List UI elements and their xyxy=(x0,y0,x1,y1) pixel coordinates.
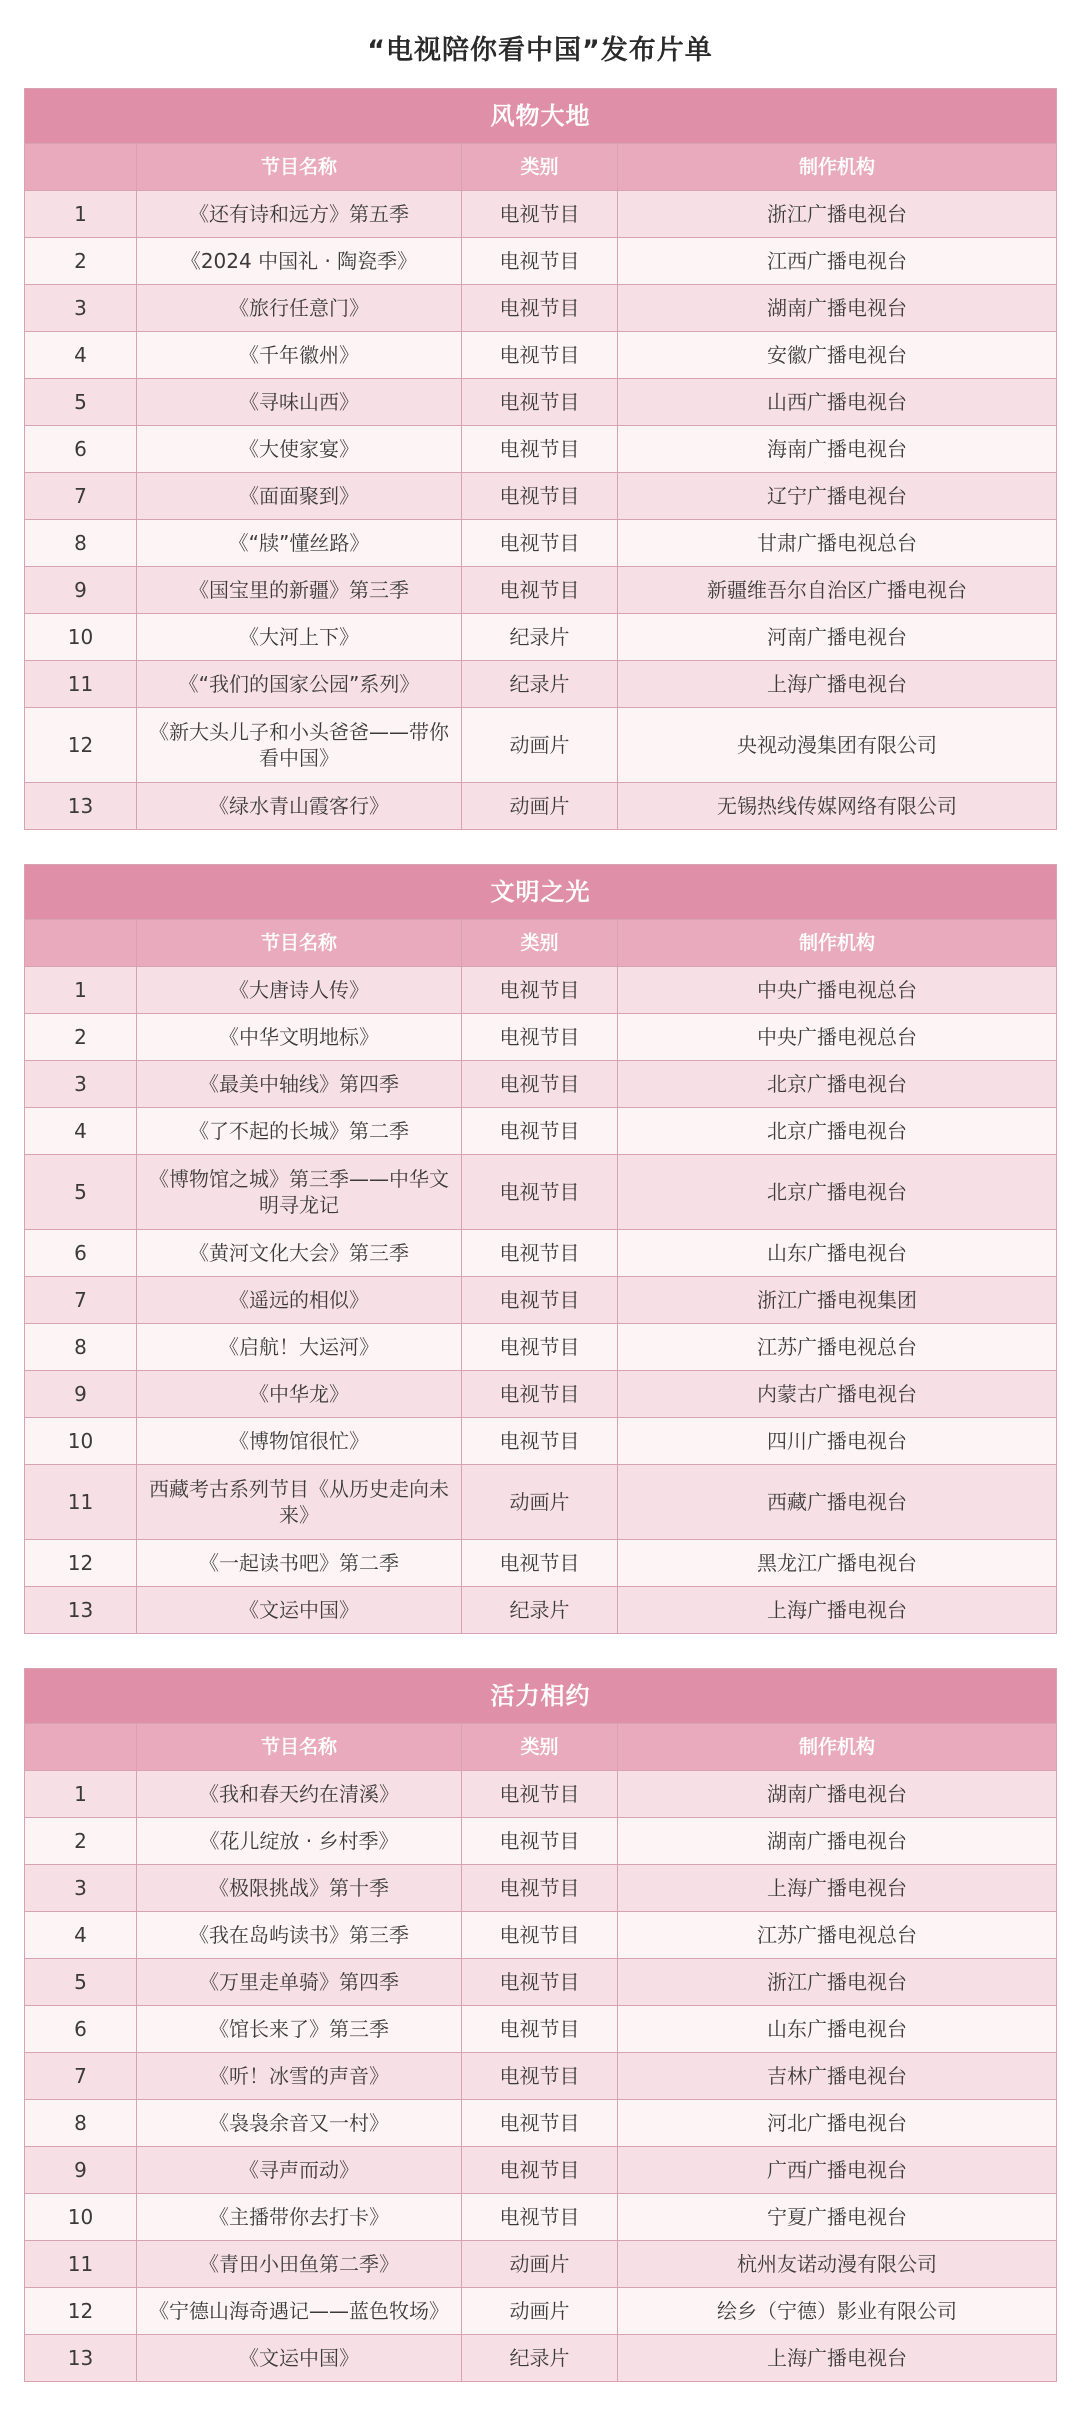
cell-org: 山西广播电视台 xyxy=(618,379,1057,426)
cell-org: 无锡热线传媒网络有限公司 xyxy=(618,783,1057,830)
table-row xyxy=(25,1912,1057,1959)
cell-no: 9 xyxy=(25,1371,137,1418)
cell-no: 13 xyxy=(25,1587,137,1634)
cell-org: 北京广播电视台 xyxy=(618,1108,1057,1155)
cell-org: 北京广播电视台 xyxy=(618,1155,1057,1230)
cell-no: 13 xyxy=(25,2335,137,2382)
cell-no: 13 xyxy=(25,783,137,830)
cell-org: 中央广播电视总台 xyxy=(618,967,1057,1014)
cell-name: 《馆长来了》第三季 xyxy=(137,2006,462,2053)
name-header: 节目名称 xyxy=(137,920,462,967)
cell-no: 1 xyxy=(25,1771,137,1818)
cell-name: 《青田小田鱼第二季》 xyxy=(137,2241,462,2288)
table-row xyxy=(25,1418,1057,1465)
cell-no: 10 xyxy=(25,2194,137,2241)
cell-no: 3 xyxy=(25,1865,137,1912)
cell-org: 海南广播电视台 xyxy=(618,426,1057,473)
cell-type: 电视节目 xyxy=(462,1108,618,1155)
cell-name: 《旅行任意门》 xyxy=(137,285,462,332)
cell-name: 《了不起的长城》第二季 xyxy=(137,1108,462,1155)
cell-type: 电视节目 xyxy=(462,1324,618,1371)
cell-no: 5 xyxy=(25,1155,137,1230)
cell-name: 《大河上下》 xyxy=(137,614,462,661)
cell-type: 电视节目 xyxy=(462,1277,618,1324)
cell-no: 11 xyxy=(25,1465,137,1540)
cell-org: 山东广播电视台 xyxy=(618,2006,1057,2053)
cell-name: 《中华龙》 xyxy=(137,1371,462,1418)
cell-org: 中央广播电视总台 xyxy=(618,1014,1057,1061)
cell-type: 纪录片 xyxy=(462,661,618,708)
cell-name: 《万里走单骑》第四季 xyxy=(137,1959,462,2006)
cell-no: 4 xyxy=(25,1108,137,1155)
cell-no: 6 xyxy=(25,1230,137,1277)
cell-org: 宁夏广播电视台 xyxy=(618,2194,1057,2241)
cell-org: 央视动漫集团有限公司 xyxy=(618,708,1057,783)
cell-name: 《2024 中国礼 · 陶瓷季》 xyxy=(137,238,462,285)
type-header: 类别 xyxy=(462,1724,618,1771)
program-table xyxy=(24,864,1057,1634)
table-row xyxy=(25,1771,1057,1818)
program-table xyxy=(24,1668,1057,2382)
table-row xyxy=(25,967,1057,1014)
cell-type: 电视节目 xyxy=(462,1418,618,1465)
org-header: 制作机构 xyxy=(618,144,1057,191)
table-row xyxy=(25,1014,1057,1061)
cell-no: 11 xyxy=(25,661,137,708)
cell-name: 《寻味山西》 xyxy=(137,379,462,426)
cell-name: 《文运中国》 xyxy=(137,2335,462,2382)
table-row xyxy=(25,708,1057,783)
cell-no: 12 xyxy=(25,708,137,783)
table-row xyxy=(25,426,1057,473)
cell-type: 电视节目 xyxy=(462,1912,618,1959)
cell-no: 8 xyxy=(25,520,137,567)
cell-name: 《我和春天约在清溪》 xyxy=(137,1771,462,1818)
cell-name: 《我在岛屿读书》第三季 xyxy=(137,1912,462,1959)
table-row xyxy=(25,1865,1057,1912)
cell-name: 《大使家宴》 xyxy=(137,426,462,473)
table-row xyxy=(25,191,1057,238)
cell-no: 1 xyxy=(25,191,137,238)
cell-type: 电视节目 xyxy=(462,1771,618,1818)
page-title: “电视陪你看中国”发布片单 xyxy=(367,35,713,66)
cell-type: 电视节目 xyxy=(462,2147,618,2194)
cell-org: 江苏广播电视总台 xyxy=(618,1324,1057,1371)
cell-no: 6 xyxy=(25,2006,137,2053)
table-row xyxy=(25,567,1057,614)
cell-type: 电视节目 xyxy=(462,426,618,473)
cell-type: 纪录片 xyxy=(462,1587,618,1634)
section-title: 文明之光 xyxy=(25,865,1057,920)
cell-no: 10 xyxy=(25,614,137,661)
table-row xyxy=(25,1818,1057,1865)
no-header xyxy=(25,1724,137,1771)
cell-type: 电视节目 xyxy=(462,332,618,379)
cell-name: 《花儿绽放 · 乡村季》 xyxy=(137,1818,462,1865)
cell-org: 新疆维吾尔自治区广播电视台 xyxy=(618,567,1057,614)
cell-name: 《一起读书吧》第二季 xyxy=(137,1540,462,1587)
cell-org: 黑龙江广播电视台 xyxy=(618,1540,1057,1587)
cell-type: 电视节目 xyxy=(462,2053,618,2100)
cell-type: 动画片 xyxy=(462,1465,618,1540)
cell-type: 电视节目 xyxy=(462,567,618,614)
cell-no: 12 xyxy=(25,2288,137,2335)
cell-org: 湖南广播电视台 xyxy=(618,1818,1057,1865)
cell-org: 上海广播电视台 xyxy=(618,1865,1057,1912)
cell-org: 山东广播电视台 xyxy=(618,1230,1057,1277)
cell-org: 湖南广播电视台 xyxy=(618,1771,1057,1818)
cell-org: 甘肃广播电视总台 xyxy=(618,520,1057,567)
cell-no: 7 xyxy=(25,1277,137,1324)
table-row xyxy=(25,285,1057,332)
cell-no: 8 xyxy=(25,1324,137,1371)
cell-no: 9 xyxy=(25,2147,137,2194)
cell-type: 电视节目 xyxy=(462,1818,618,1865)
table-row xyxy=(25,2241,1057,2288)
no-header xyxy=(25,144,137,191)
cell-org: 上海广播电视台 xyxy=(618,661,1057,708)
section-title: 风物大地 xyxy=(25,89,1057,144)
table-row xyxy=(25,332,1057,379)
table-row xyxy=(25,1230,1057,1277)
cell-name: 《还有诗和远方》第五季 xyxy=(137,191,462,238)
cell-org: 广西广播电视台 xyxy=(618,2147,1057,2194)
cell-org: 河北广播电视台 xyxy=(618,2100,1057,2147)
table-row xyxy=(25,1371,1057,1418)
program-table xyxy=(24,88,1057,830)
cell-name: 《绿水青山霞客行》 xyxy=(137,783,462,830)
cell-name: 《最美中轴线》第四季 xyxy=(137,1061,462,1108)
column-header-row xyxy=(25,920,1057,967)
cell-type: 动画片 xyxy=(462,783,618,830)
cell-no: 6 xyxy=(25,426,137,473)
cell-type: 电视节目 xyxy=(462,520,618,567)
cell-no: 3 xyxy=(25,285,137,332)
cell-name: 《“牍”懂丝路》 xyxy=(137,520,462,567)
table-row xyxy=(25,2053,1057,2100)
section-fengwu xyxy=(24,88,1056,830)
table-row xyxy=(25,1155,1057,1230)
cell-type: 电视节目 xyxy=(462,473,618,520)
cell-org: 四川广播电视台 xyxy=(618,1418,1057,1465)
table-row xyxy=(25,2288,1057,2335)
cell-type: 动画片 xyxy=(462,708,618,783)
cell-type: 电视节目 xyxy=(462,238,618,285)
section-huoli xyxy=(24,1668,1056,2382)
cell-type: 电视节目 xyxy=(462,1155,618,1230)
cell-org: 浙江广播电视集团 xyxy=(618,1277,1057,1324)
cell-name: 《宁德山海奇遇记——蓝色牧场》 xyxy=(137,2288,462,2335)
section-wenming xyxy=(24,864,1056,1634)
cell-type: 电视节目 xyxy=(462,2194,618,2241)
table-row xyxy=(25,2147,1057,2194)
table-row xyxy=(25,1465,1057,1540)
table-row xyxy=(25,1587,1057,1634)
table-row xyxy=(25,520,1057,567)
cell-name: 《听！冰雪的声音》 xyxy=(137,2053,462,2100)
cell-type: 电视节目 xyxy=(462,1371,618,1418)
cell-type: 电视节目 xyxy=(462,1959,618,2006)
cell-org: 浙江广播电视台 xyxy=(618,1959,1057,2006)
cell-no: 7 xyxy=(25,473,137,520)
cell-org: 杭州友诺动漫有限公司 xyxy=(618,2241,1057,2288)
table-row xyxy=(25,379,1057,426)
cell-org: 安徽广播电视台 xyxy=(618,332,1057,379)
no-header xyxy=(25,920,137,967)
cell-name: 《启航！大运河》 xyxy=(137,1324,462,1371)
cell-name: 《文运中国》 xyxy=(137,1587,462,1634)
cell-name: 《寻声而动》 xyxy=(137,2147,462,2194)
cell-org: 内蒙古广播电视台 xyxy=(618,1371,1057,1418)
cell-org: 河南广播电视台 xyxy=(618,614,1057,661)
cell-org: 绘乡（宁德）影业有限公司 xyxy=(618,2288,1057,2335)
table-row xyxy=(25,2335,1057,2382)
table-row xyxy=(25,1540,1057,1587)
cell-type: 电视节目 xyxy=(462,967,618,1014)
cell-name: 《“我们的国家公园”系列》 xyxy=(137,661,462,708)
cell-org: 辽宁广播电视台 xyxy=(618,473,1057,520)
cell-org: 北京广播电视台 xyxy=(618,1061,1057,1108)
cell-type: 电视节目 xyxy=(462,191,618,238)
cell-name: 西藏考古系列节目《从历史走向未来》 xyxy=(137,1465,462,1540)
cell-type: 电视节目 xyxy=(462,1061,618,1108)
cell-type: 电视节目 xyxy=(462,285,618,332)
cell-no: 8 xyxy=(25,2100,137,2147)
cell-type: 动画片 xyxy=(462,2288,618,2335)
cell-org: 吉林广播电视台 xyxy=(618,2053,1057,2100)
cell-type: 纪录片 xyxy=(462,2335,618,2382)
cell-name: 《面面聚到》 xyxy=(137,473,462,520)
name-header: 节目名称 xyxy=(137,1724,462,1771)
table-row xyxy=(25,1061,1057,1108)
type-header: 类别 xyxy=(462,144,618,191)
type-header: 类别 xyxy=(462,920,618,967)
cell-type: 电视节目 xyxy=(462,2100,618,2147)
cell-no: 2 xyxy=(25,1014,137,1061)
cell-org: 浙江广播电视台 xyxy=(618,191,1057,238)
cell-type: 电视节目 xyxy=(462,1230,618,1277)
cell-org: 江西广播电视台 xyxy=(618,238,1057,285)
cell-no: 2 xyxy=(25,1818,137,1865)
table-row xyxy=(25,2194,1057,2241)
cell-name: 《极限挑战》第十季 xyxy=(137,1865,462,1912)
table-row xyxy=(25,1108,1057,1155)
cell-name: 《中华文明地标》 xyxy=(137,1014,462,1061)
table-row xyxy=(25,2100,1057,2147)
cell-no: 9 xyxy=(25,567,137,614)
column-header-row xyxy=(25,144,1057,191)
cell-name: 《黄河文化大会》第三季 xyxy=(137,1230,462,1277)
cell-no: 5 xyxy=(25,379,137,426)
cell-name: 《主播带你去打卡》 xyxy=(137,2194,462,2241)
cell-type: 动画片 xyxy=(462,2241,618,2288)
cell-no: 4 xyxy=(25,1912,137,1959)
cell-no: 10 xyxy=(25,1418,137,1465)
cell-org: 湖南广播电视台 xyxy=(618,285,1057,332)
cell-no: 12 xyxy=(25,1540,137,1587)
cell-name: 《千年徽州》 xyxy=(137,332,462,379)
org-header: 制作机构 xyxy=(618,1724,1057,1771)
name-header: 节目名称 xyxy=(137,144,462,191)
cell-no: 3 xyxy=(25,1061,137,1108)
cell-name: 《袅袅余音又一村》 xyxy=(137,2100,462,2147)
cell-type: 电视节目 xyxy=(462,1540,618,1587)
table-row xyxy=(25,614,1057,661)
cell-type: 电视节目 xyxy=(462,1865,618,1912)
cell-no: 5 xyxy=(25,1959,137,2006)
cell-name: 《大唐诗人传》 xyxy=(137,967,462,1014)
cell-type: 纪录片 xyxy=(462,614,618,661)
cell-no: 11 xyxy=(25,2241,137,2288)
cell-name: 《国宝里的新疆》第三季 xyxy=(137,567,462,614)
cell-name: 《新大头儿子和小头爸爸——带你看中国》 xyxy=(137,708,462,783)
table-row xyxy=(25,661,1057,708)
cell-org: 上海广播电视台 xyxy=(618,1587,1057,1634)
section-title: 活力相约 xyxy=(25,1669,1057,1724)
table-row xyxy=(25,2006,1057,2053)
table-row xyxy=(25,238,1057,285)
cell-type: 电视节目 xyxy=(462,379,618,426)
table-row xyxy=(25,1277,1057,1324)
cell-no: 7 xyxy=(25,2053,137,2100)
cell-org: 西藏广播电视台 xyxy=(618,1465,1057,1540)
table-row xyxy=(25,1324,1057,1371)
table-row xyxy=(25,1959,1057,2006)
cell-name: 《博物馆之城》第三季——中华文明寻龙记 xyxy=(137,1155,462,1230)
cell-org: 上海广播电视台 xyxy=(618,2335,1057,2382)
cell-no: 4 xyxy=(25,332,137,379)
table-row xyxy=(25,783,1057,830)
cell-name: 《博物馆很忙》 xyxy=(137,1418,462,1465)
cell-no: 2 xyxy=(25,238,137,285)
table-row xyxy=(25,473,1057,520)
cell-type: 电视节目 xyxy=(462,1014,618,1061)
org-header: 制作机构 xyxy=(618,920,1057,967)
cell-no: 1 xyxy=(25,967,137,1014)
column-header-row xyxy=(25,1724,1057,1771)
cell-type: 电视节目 xyxy=(462,2006,618,2053)
cell-org: 江苏广播电视总台 xyxy=(618,1912,1057,1959)
cell-name: 《遥远的相似》 xyxy=(137,1277,462,1324)
